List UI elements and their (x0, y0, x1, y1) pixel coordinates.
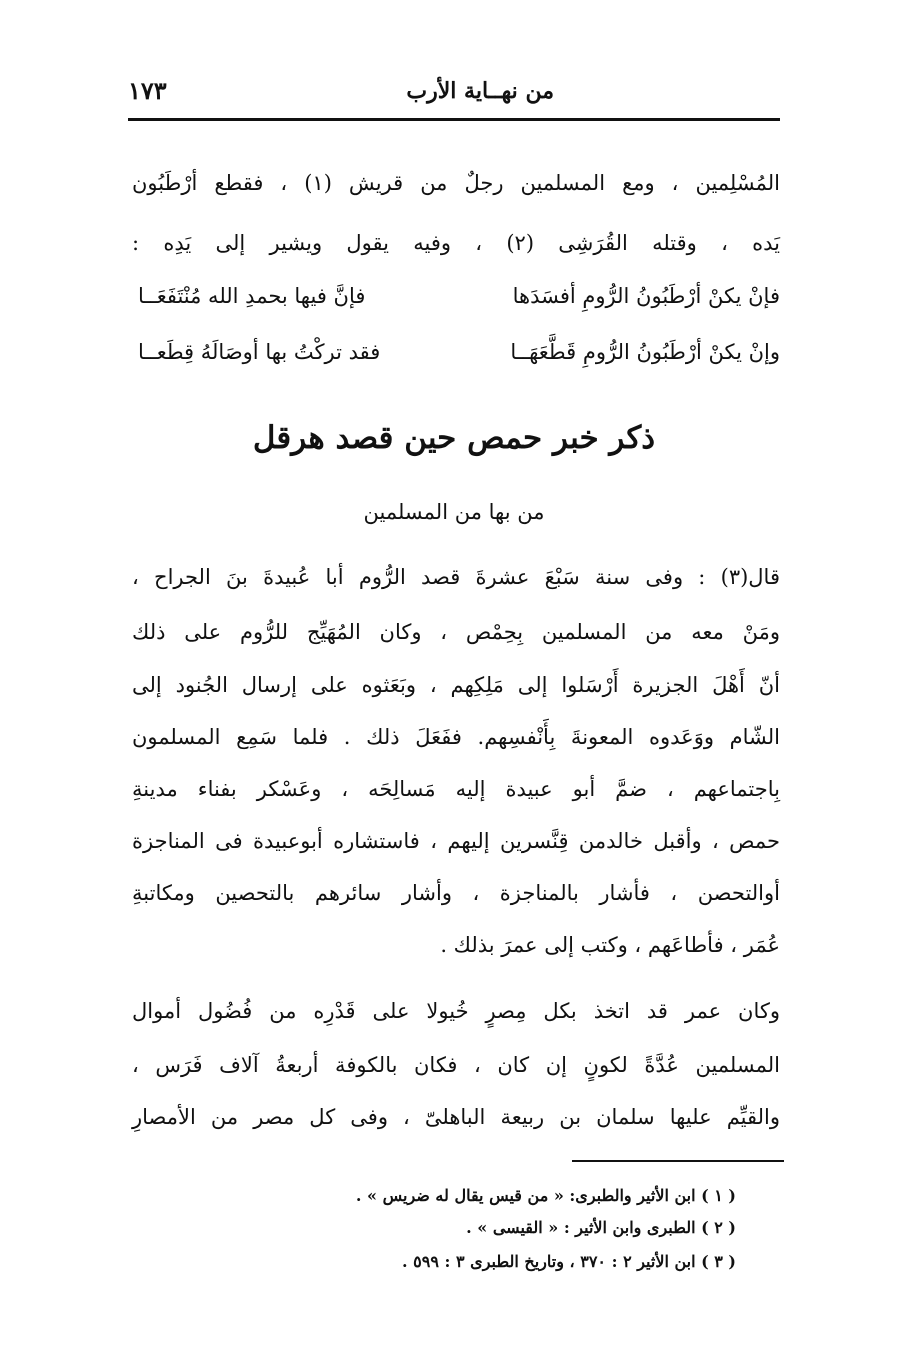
text-line: أنّ أَهْلَ الجزيرة أَرْسَلوا إلى مَلِكِهم ، وبَعَثوه على إرسال الجُنود إلى (132, 673, 780, 697)
page-header (128, 72, 780, 116)
text-line: قال(٣) : وفى سنة سَبْعَ عشرةَ قصد الرُّوم أبا عُبيدةَ بنَ الجراح ، (132, 565, 780, 589)
text-line: الشّام ووَعَدوه المعونةَ بِأَنْفسِهم. ففَعَلَ ذلك . فلما سَمِع المسلمون (132, 725, 780, 749)
text-line: المسلمين عُدَّةً لكونٍ إن كان ، فكان بالكوفة أربعةُ آلاف فَرَس ، (132, 1053, 780, 1077)
text-line: والقيِّم عليها سلمان بن ربيعة الباهلىّ ، وفى كل مصر من الأمصارِ (132, 1105, 780, 1129)
footnote: ( ٣ ) ابن الأثير ٢ : ٣٧٠ ، وتاريخ الطبرى ٣ : ٥٩٩ . (402, 1252, 736, 1271)
footnote: ( ٢ ) الطبرى وابن الأثير : « القيسى » . (466, 1218, 736, 1237)
text-line: عُمَر ، فأطاعَهم ، وكتب إلى عمرَ بذلك . (440, 933, 780, 957)
section-subtitle: من بها من المسلمين (363, 500, 545, 524)
verse-second-hemistich: فقد تركْتُ بها أوصَالَهُ قِطَعــا (138, 340, 381, 364)
running-title: من نهــاية الأرب (406, 78, 554, 104)
header-rule (128, 118, 780, 121)
verse-line (138, 284, 780, 318)
footnote: ( ١ ) ابن الأثير والطبرى: « من قيس يقال له ضريس » . (355, 1186, 736, 1205)
verse-first-hemistich: وإنْ يكنْ أرْطَبُونُ الرُّومِ قَطَّعَهَــا (510, 340, 780, 364)
verse-first-hemistich: فإنْ يكنْ أرْطَبُونُ الرُّومِ أفسَدَها (512, 284, 780, 308)
text-line: حمص ، وأقبل خالدمن قِنَّسرين إليهم ، فاستشاره أبوعبيدة فى المناجزة (132, 829, 780, 853)
text-line: المُسْلِمين ، ومع المسلمين رجلٌ من قريش (١) ، فقطع أرْطَبُون (132, 171, 780, 195)
text-line: وكان عمر قد اتخذ بكل مِصرٍ خُيولا على قَدْرِه من فُضُول أموال (132, 999, 780, 1023)
page-number: ١٧٣ (128, 76, 167, 105)
text-line: يَده ، وقتله القُرَشِى (٢) ، وفيه يقول ويشير إلى يَدِه : (132, 231, 780, 255)
text-line: أوالتحصن ، فأشار بالمناجزة ، وأشار سائرهم بالتحصين ومكاتبةِ (132, 881, 780, 905)
verse-line (138, 340, 780, 374)
footnote-rule (572, 1160, 784, 1162)
text-line: بِاجتماعهم ، ضمَّ أبو عبيدة إليه مَسالِحَه ، وعَسْكر بفناء مدينةِ (132, 777, 780, 801)
section-title: ذكر خبر حمص حين قصد هرقل (252, 420, 656, 456)
verse-second-hemistich: فإنَّ فيها بحمدِ الله مُنْتَفَعَــا (138, 284, 366, 308)
text-line: ومَنْ معه من المسلمين بِحِمْص ، وكان المُهَيِّج للرُّوم على ذلك (132, 620, 780, 644)
